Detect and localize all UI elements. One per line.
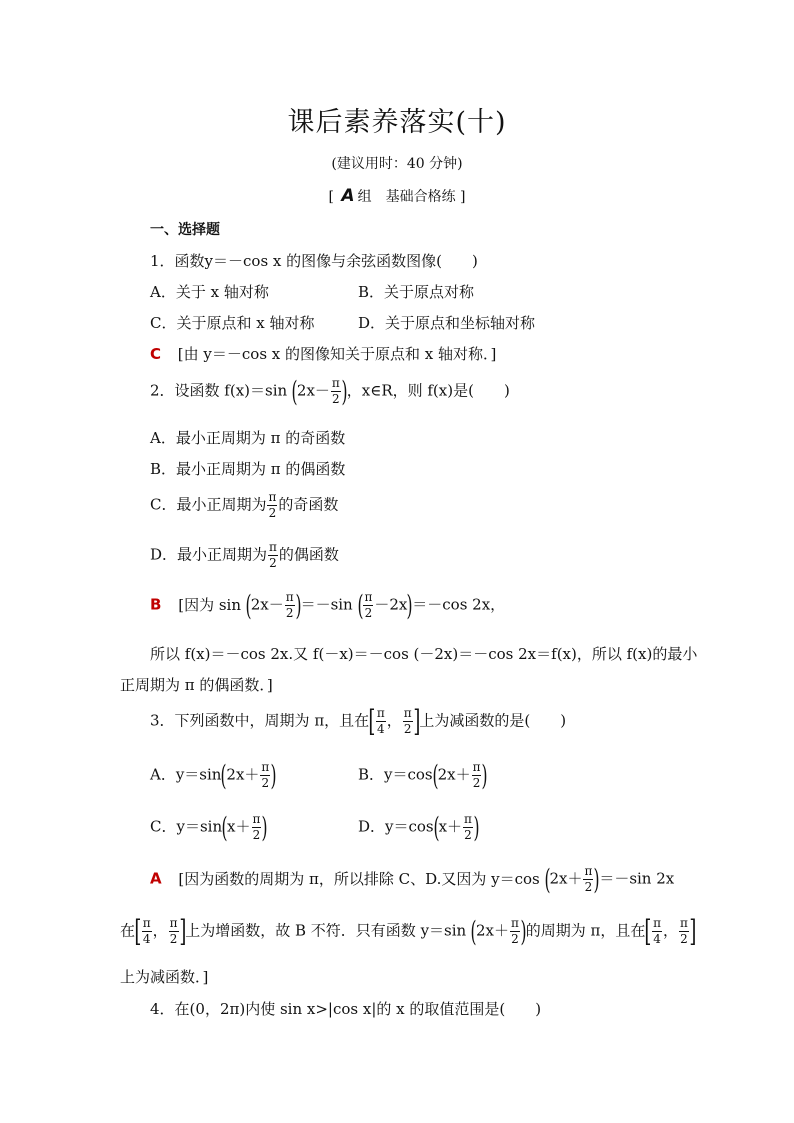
q3-option-c: C．y＝sin(x＋ $\frac{\pi}{2}$ ) [150,810,268,844]
fraction: $\frac{\pi}{2}$ [269,540,277,570]
q3-answer-letter: A [150,869,162,888]
fraction: $\frac{\pi}{2}$ [252,812,261,842]
fraction: $\frac{\pi}{2}$ [472,760,481,790]
q3-option-b: B．y＝cos(2x＋ $\frac{\pi}{2}$ ) [358,758,488,792]
fraction: $\frac{\pi}{2}$ [403,706,412,736]
q3-answer-line3: 上为减函数．] [120,968,209,986]
q1-answer-letter: C [150,345,162,363]
fraction: $\frac{\pi}{2}$ [268,490,277,520]
fraction: $\frac{\pi}{2}$ [331,376,340,406]
group-letter: A [341,186,355,206]
group-bracket-close: ] [460,189,466,205]
fraction: $\frac{\pi}{4}$ [376,706,385,736]
group-heading [0,186,794,206]
q2-option-d: D．最小正周期为 $\frac{\pi}{2}$ 的偶函数 [150,540,339,570]
group-bracket-open: [ [328,189,334,205]
q2-option-b: B．最小正周期为 π 的偶函数 [150,460,346,478]
q2-stem: 2．设函数 f(x)＝sin (2x－ $\frac{\pi}{2}$ )，x∈R，则 f(x)是( ) [150,374,510,408]
q2-answer-line2: 所以 f(x)＝－cos 2x.又 f(－x)＝－cos (－2x)＝－cos 2x＝f(x)，所以 f(x)的最小 [150,645,698,663]
time-note: (建议用时：40 分钟) [331,156,463,172]
q3-answer-line2: 在[ $\frac{\pi}{4}$ ， $\frac{\pi}{2}$ ]上为增函数，故 B 不符．只有函数 y＝sin (2x＋ $\frac{\pi}{2}$ )的周期为 π，且在[ $\frac{\pi}{4}$ ， $\frac{\pi}{2}$ ] [120,913,697,949]
q2-answer-letter: B [150,595,162,614]
q1-option-c: C．关于原点和 x 轴对称 [150,314,315,332]
page-title: 课后素养落实(十) [287,107,507,138]
fraction: $\frac{\pi}{4}$ [142,916,151,946]
q3-stem: 3．下列函数中，周期为 π，且在[ $\frac{\pi}{4}$ ， $\frac{\pi}{2}$ ]上为减函数的是( ) [150,703,567,739]
q1-option-d: D．关于原点和坐标轴对称 [358,314,536,332]
q1-answer-text: [由 y＝－cos x 的图像知关于原点和 x 轴对称．] [177,345,497,363]
fraction: $\frac{\pi}{2}$ [584,864,593,894]
q2-stem-inner: 2x－ [296,381,330,400]
q3-answer: A [因为函数的周期为 π，所以排除 C、D.又因为 y＝cos (2x＋ $\frac{\pi}{2}$ )＝－sin 2x [150,862,675,896]
q2-option-a: A．最小正周期为 π 的奇函数 [150,429,346,447]
fraction: $\frac{\pi}{2}$ [169,916,178,946]
fraction: $\frac{\pi}{4}$ [653,916,662,946]
q2-stem-text: 2．设函数 f(x)＝sin [150,381,288,400]
fraction: $\frac{\pi}{2}$ [464,812,472,842]
q1-option-b: B．关于原点对称 [358,283,475,301]
fraction: $\frac{\pi}{2}$ [364,590,373,620]
q3-option-d: D．y＝cos(x＋ $\frac{\pi}{2}$ ) [358,810,480,844]
section-heading: 一、选择题 [150,222,220,238]
q3-option-a: A．y＝sin(2x＋ $\frac{\pi}{2}$ ) [150,758,277,792]
q4-stem: 4．在(0，2π)内使 sin x>|cos x|的 x 的取值范围是( ) [150,1000,542,1018]
fraction: $\frac{\pi}{2}$ [510,916,519,946]
q2-answer: B [因为 sin (2x－ $\frac{\pi}{2}$ )＝－sin ( $\frac{\pi}{2}$ －2x)＝－cos 2x， [150,588,506,622]
fraction: $\frac{\pi}{2}$ [285,590,294,620]
q2-answer-line3: 正周期为 π 的偶函数．] [120,676,273,694]
group-label: 组 基础合格练 [357,189,456,205]
q2-option-c: C．最小正周期为 $\frac{\pi}{2}$ 的奇函数 [150,490,339,520]
q2-stem-tail: ，x∈R，则 f(x)是( ) [346,381,510,400]
q1-option-a: A．关于 x 轴对称 [150,283,269,301]
fraction: $\frac{\pi}{2}$ [261,760,270,790]
q1-answer [150,343,496,364]
q1-stem: 1．函数y＝－cos x 的图像与余弦函数图像( ) [150,252,478,270]
fraction: $\frac{\pi}{2}$ [680,916,688,946]
